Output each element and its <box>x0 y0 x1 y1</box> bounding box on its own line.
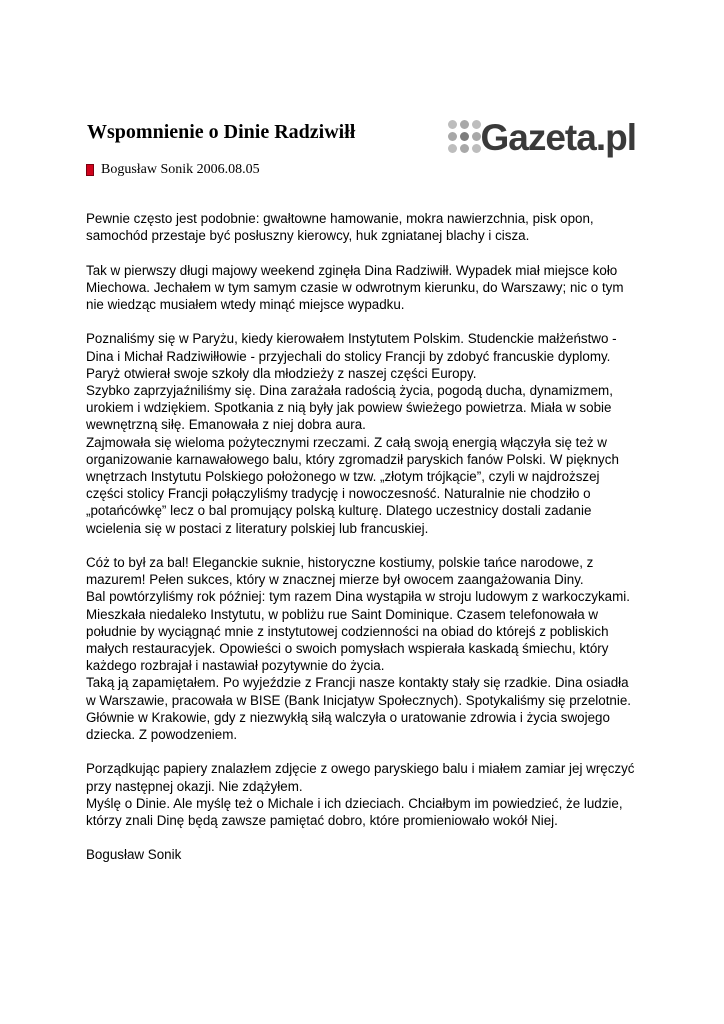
text-line: części stolicy Francji połączyliśmy tradycję i nowoczesność. Naturalnie nie chodziło o <box>86 486 591 502</box>
text-line: Szybko zaprzyjaźniliśmy się. Dina zarażała radością życia, pogodą ducha, dynamizmem, <box>86 383 613 398</box>
text-line: Bogusław Sonik <box>86 847 182 863</box>
article-body <box>86 210 646 881</box>
text-line: każdego rozbrajał i nastawiał pozytywnie do życia. <box>86 658 385 674</box>
text-line: nie wiedząc musiałem wtedy minąć miejsce wypadku. <box>86 297 405 312</box>
paragraph <box>86 846 646 863</box>
byline-text: Bogusław Sonik 2006.08.05 <box>101 162 260 177</box>
text-line: mazurem! Pełen sukces, który w znacznej mierze był owocem zaangażowania Diny. <box>86 572 584 588</box>
text-line: Miechowa. Jechałem w tym samym czasie w odwrotnym kierunku, do Warszawy; nic o tym <box>86 279 624 295</box>
logo-text: Gazeta.pl <box>480 116 636 158</box>
text-line: Taką ją zapamiętałem. Po wyjeździe z Francji nasze kontakty stały się rzadkie. Dina osiadła <box>86 675 629 691</box>
text-line: dziecka. Z powodzeniem. <box>86 727 238 743</box>
text-line: Zajmowała się wieloma pożytecznymi rzeczami. Z całą swoją energią włączyła się też w <box>86 434 607 450</box>
text-line: południe by wyciągnąć mnie z instytutowej codzienności na obiad do którejś z pobliskich <box>86 623 609 639</box>
bullet-icon <box>86 164 94 176</box>
text-line: wewnętrzną siłę. Emanowała z niej dobra aura. <box>86 417 366 433</box>
text-line: Pewnie często jest podobnie: gwałtowne hamowanie, mokra nawierzchnia, pisk opon, <box>86 211 594 226</box>
text-line: samochód przestaje być posłuszny kierowcy, huk zgniatanej blachy i cisza. <box>86 228 530 244</box>
text-line: Porządkując papiery znalazłem zdjęcie z owego paryskiego balu i miałem zamiar jej wręczyć <box>86 761 635 777</box>
paragraph <box>86 262 646 314</box>
text-line: Poznaliśmy się w Paryżu, kiedy kierowałem Instytutem Polskim. Studenckie małżeństwo - <box>86 331 617 347</box>
text-line: wnętrzach Instytutu Polskiego położonego w tzw. „złotym trójkącie”, czyli w najdroższej <box>86 469 600 485</box>
text-line: przy następnej okazji. Nie zdążyłem. <box>86 778 303 794</box>
article-title: Wspomnienie o Dinie Radziwiłł <box>87 121 356 143</box>
text-line: Cóż to był za bal! Eleganckie suknie, historyczne kostiumy, polskie tańce narodowe, z <box>86 555 594 571</box>
text-line: Głównie w Krakowie, gdy z niezwykłą siłą walczyła o uratowanie zdrowia i życia swojego <box>86 709 610 725</box>
paragraph <box>86 554 646 743</box>
gazeta-dots-icon <box>446 118 478 156</box>
gazeta-logo[interactable] <box>446 116 636 158</box>
paragraph <box>86 760 646 829</box>
text-line: organizowanie karnawałowego balu, który zgromadził paryskich fanów Polski. W pięknych <box>86 451 619 467</box>
text-line: w Warszawie, pracowała w BISE (Bank Inicjatyw Społecznych). Spotykaliśmy się przelotnie. <box>86 692 632 708</box>
text-line: Dina i Michał Radziwiłłowie - przyjechali do stolicy Francji by zdobyć francuskie dyplomy. <box>86 348 611 364</box>
article-byline <box>86 162 260 178</box>
text-line: Mieszkała niedaleko Instytutu, w pobliżu rue Saint Dominique. Czasem telefonowała w <box>86 606 599 622</box>
text-line: którzy znali Dinę będą zawsze pamiętać dobro, które promieniowało wokół Niej. <box>86 813 558 829</box>
text-line: małych restauracyjek. Opowieści o swoich pomysłach wspierała kaskadą śmiechu, który <box>86 641 609 657</box>
text-line: Myślę o Dinie. Ale myślę też o Michale i ich dzieciach. Chciałbym im powiedzieć, że ludzie, <box>86 795 623 811</box>
text-line: Bal powtórzyliśmy rok później: tym razem Dina wystąpiła w stroju ludowym z warkoczykami. <box>86 589 630 605</box>
text-line: wcielenia się w postaci z literatury polskiej lub francuskiej. <box>86 520 429 536</box>
text-line: Tak w pierwszy długi majowy weekend zginęła Dina Radziwiłł. Wypadek miał miejsce koło <box>86 262 618 278</box>
text-line: urokiem i wdziękiem. Spotkania z nią były jak powiew świeżego powietrza. Miała w sobie <box>86 400 612 416</box>
text-line: „potańcówkę” lecz o bal promujący polską kulturę. Dlatego uczestnicy dostali zadanie <box>86 503 592 519</box>
text-line: Paryż otwierał swoje szkoły dla młodzieży z naszej części Europy. <box>86 365 477 381</box>
paragraph <box>86 330 646 536</box>
paragraph <box>86 210 646 244</box>
